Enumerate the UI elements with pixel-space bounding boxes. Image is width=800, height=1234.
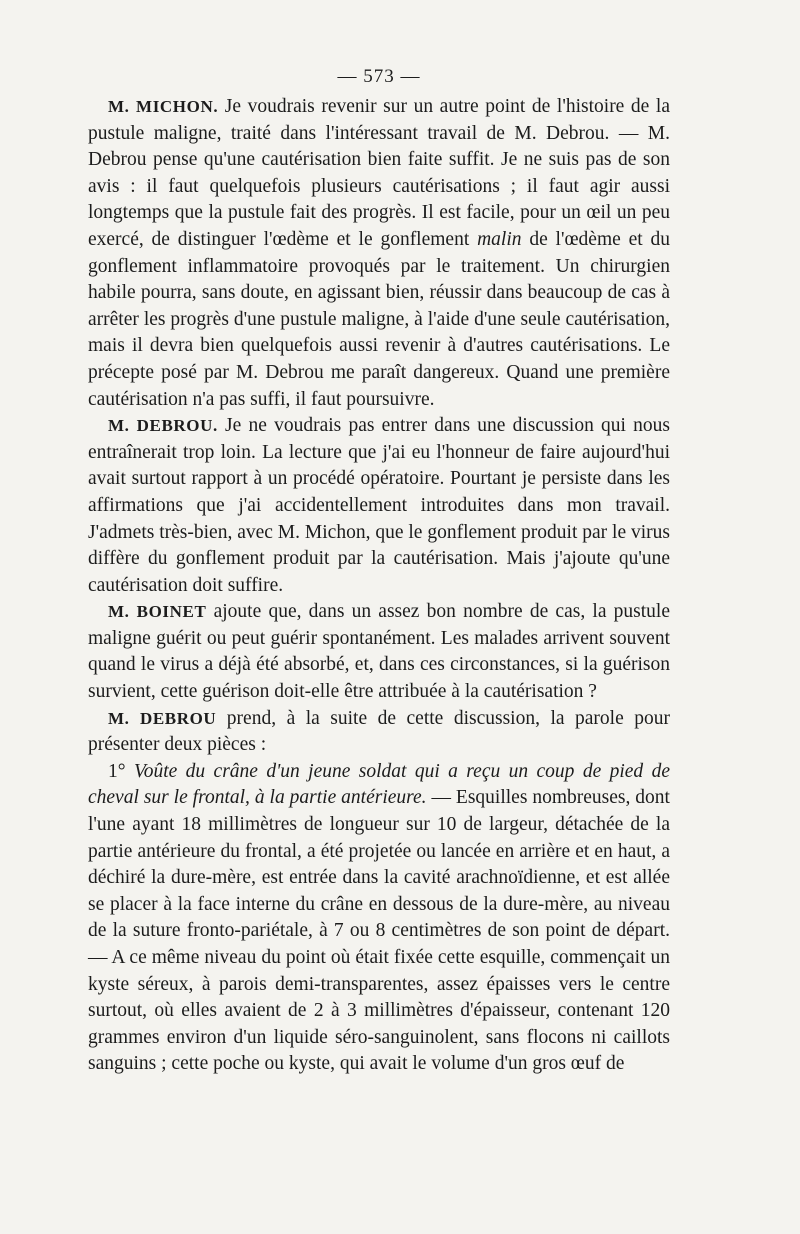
paragraph-text-continued: de l'œdème et du gonflement inflammatoire provoqués par le traitement. Un chirurgien habile pourra, sans doute, en agissant bien, réussir dans beaucoup de cas à arrêter les progrès d'une pustule maligne, à l'aide d'une seule cautérisation, mais il devra bien quelquefois aussi revenir à d'autres cautérisations. Le précepte posé par M. Debrou me paraît dangereux. Quand une première cautérisation n'a pas suffi, il faut poursuivre. [88, 228, 670, 410]
page-number: — 573 — [337, 66, 421, 87]
speaker-debrou: M. DEBROU. [108, 416, 218, 436]
paragraph-debrou-reply [88, 413, 670, 599]
paragraph-boinet [88, 599, 670, 705]
paragraph-text: — Esquilles nombreuses, dont l'une ayant 18 millimètres de longueur sur 10 de largeur, détachée de la partie antérieure du frontal, a été projetée ou lancée en arrière et en haut, a déchiré la dure-mère, est entrée dans la cavité arachnoïdienne, et est allée se placer à la face interne du crâne en dessous de la dure-mère, au niveau de la suture fronto-pariétale, à 7 ou 8 centimètres de son point de départ. — A ce même niveau du point où était fixée cette esquille, commençait un kyste séreux, à parois demi-transparentes, assez épaisses vers le centre surtout, où elles avaient de 2 à 3 millimètres d'épaisseur, contenant 120 grammes environ d'un liquide séro-sanguinolent, sans flocons ni caillots sanguins ; cette poche ou kyste, qui avait le volume d'un gros œuf de [88, 787, 670, 1075]
italic-term: malin [477, 228, 522, 250]
paragraph-text: Je voudrais revenir sur un autre point de l'histoire de la pustule maligne, traité dans l'intéressant travail de M. Debrou. — M. Debrou pense qu'une cautérisation bien faite suffit. Je ne suis pas de son avis : il faut quelquefois plusieurs cautérisations ; il faut agir aussi longtemps que la pustule fait des progrès. Il est facile, pour un œil un peu exercé, de distinguer l'œdème et le gonflement [88, 96, 670, 250]
speaker-michon: M. MICHON. [108, 97, 219, 116]
paragraph-debrou-presentation [88, 706, 670, 759]
paragraph-text: Je ne voudrais pas entrer dans une discussion qui nous entraînerait trop loin. La lecture que j'ai eu l'honneur de faire aujourd'hui avait surtout rapport à un procédé opératoire. Pourtant je persiste dans les affirmations que j'ai accidentellement introduites dans mon travail. J'admets très-bien, avec M. Michon, que le gonflement produit par le virus diffère du gonflement produit par la cautérisation. Mais j'ajoute qu'une cautérisation doit suffire. [88, 415, 670, 596]
list-number: 1° [108, 760, 134, 782]
paragraph-specimen-one [88, 759, 670, 1078]
paragraph-michon [88, 94, 670, 413]
speaker-boinet: M. BOINET [108, 602, 207, 622]
page [88, 64, 670, 1078]
paragraph-text: ajoute que, dans un assez bon nombre de cas, la pustule maligne guérit ou peut guérir spontanément. Les malades arrivent souvent quand le virus a déjà été absorbé, et, dans ces circonstances, si la guérison survient, cette guérison doit-elle être attribuée à la cautérisation ? [88, 601, 670, 703]
specimen-title: Voûte du crâne d'un jeune soldat qui a reçu un coup de pied de cheval sur le frontal, à la partie antérieure. [88, 760, 670, 809]
paragraph-text: prend, à la suite de cette discussion, la parole pour présenter deux pièces : [88, 707, 670, 756]
speaker-debrou: M. DEBROU [108, 708, 217, 728]
